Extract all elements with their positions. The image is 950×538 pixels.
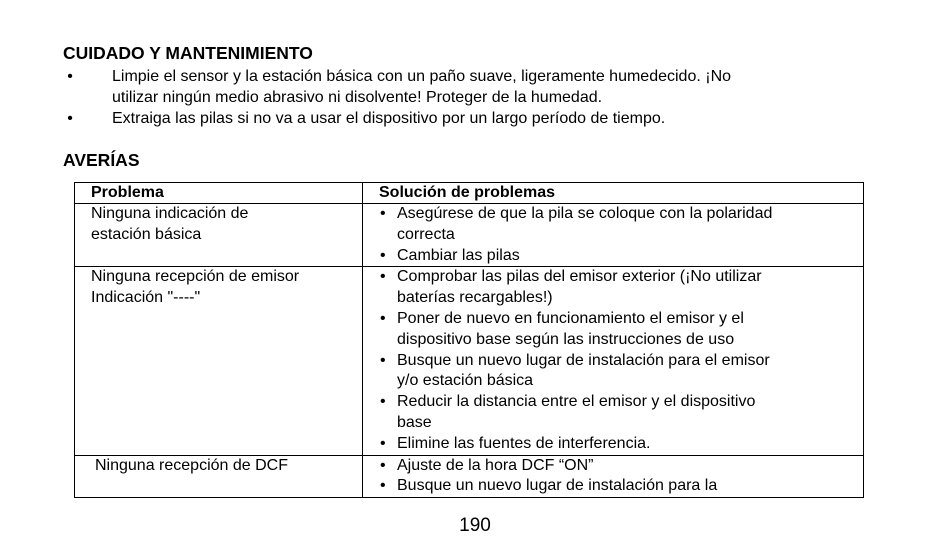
bullet-icon: • [380,351,386,369]
solution-list [379,267,857,454]
solution-item [379,476,857,497]
section-heading-care: CUIDADO Y MANTENIMIENTO [63,43,313,63]
bullet-icon: • [380,309,386,327]
bullet-icon: • [380,393,386,411]
solution-item [379,351,857,393]
bullet-icon: • [380,434,386,452]
solution-line: y/o estación básica [397,372,534,390]
problem-line: Indicación "----" [91,289,201,307]
solution-item [379,392,857,434]
solution-line: Cambiar las pilas [397,246,520,264]
problem-line: estación básica [91,225,202,243]
bullet-icon: • [380,268,386,286]
table-row [75,204,864,267]
care-item [63,66,883,108]
care-item-line: Extraiga las pilas si no va a usar el dispositivo por un largo período de tiempo. [112,110,666,127]
solution-line: Busque un nuevo lugar de instalación para el emisor [397,351,770,369]
column-header-problem: Problema [75,183,363,204]
solution-item [379,246,857,267]
solution-line: Busque un nuevo lugar de instalación para la [397,477,718,495]
page-number: 190 [459,515,491,536]
problem-cell [75,455,363,498]
solution-line: Ajuste de la hora DCF “ON” [397,456,594,474]
care-item-line: Limpie el sensor y la estación básica con un paño suave, ligeramente humedecido. ¡No [112,68,732,85]
problem-line: Ninguna indicación de [91,205,249,222]
solution-line: correcta [397,225,455,243]
solution-item [379,309,857,351]
bullet-icon: • [380,246,386,264]
solution-line: Reducir la distancia entre el emisor y el dispositivo [397,393,756,411]
problem-cell [75,204,363,267]
solution-line: base [397,413,432,431]
solution-item [379,267,857,309]
table-header-row [75,183,864,204]
care-item [63,108,883,129]
solution-line: Elimine las fuentes de interferencia. [397,434,651,452]
solution-item [379,204,857,246]
bullet-icon: • [380,456,386,474]
problem-line: Ninguna recepción de emisor [91,268,300,286]
problem-cell [75,267,363,455]
solution-cell [363,455,864,498]
solution-list [379,456,857,498]
bullet-icon: • [380,205,386,222]
bullet-icon: • [67,68,73,85]
solution-list [379,204,857,266]
solution-item [379,456,857,477]
table-row [75,455,864,498]
care-list [63,66,883,129]
solution-item [379,434,857,455]
bullet-icon: • [67,110,73,127]
troubleshooting-table [74,182,864,498]
section-heading-faults: AVERÍAS [63,150,140,170]
solution-line: Comprobar las pilas del emisor exterior (¡No utilizar [397,268,762,286]
column-header-solution: Solución de problemas [363,183,864,204]
care-item-line: utilizar ningún medio abrasivo ni disolvente! Proteger de la humedad. [112,89,603,106]
solution-cell [363,204,864,267]
bullet-icon: • [380,477,386,495]
solution-line: baterías recargables!) [397,289,553,307]
solution-line: Asegúrese de que la pila se coloque con la polaridad [397,205,773,222]
table-row [75,267,864,455]
solution-line: dispositivo base según las instrucciones de uso [397,330,735,348]
solution-line: Poner de nuevo en funcionamiento el emisor y el [397,309,744,327]
problem-line: Ninguna recepción de DCF [95,456,288,474]
solution-cell [363,267,864,455]
